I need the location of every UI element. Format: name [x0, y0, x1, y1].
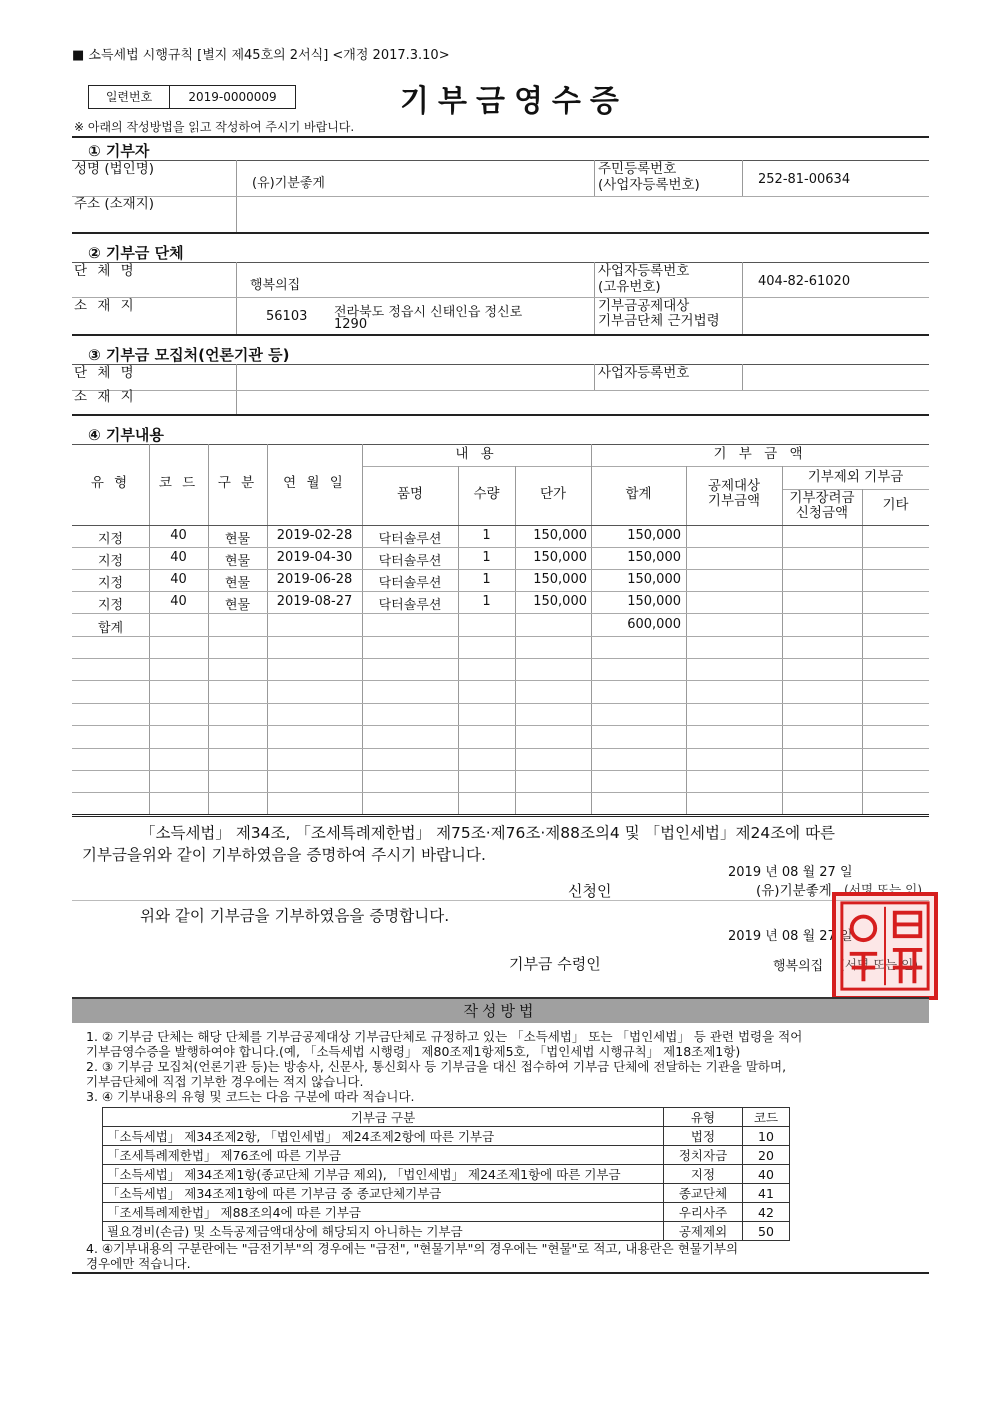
row-total-cell: 150,000 [627, 528, 681, 543]
col-deduct-header-2: 기부금액 [707, 493, 761, 509]
divider [515, 466, 516, 814]
row-total-cell: 150,000 [627, 550, 681, 565]
code-table-code-cell: 42 [743, 1203, 790, 1222]
row-kind-cell: 현물 [224, 576, 251, 591]
code-table-type-cell: 공제제외 [664, 1222, 743, 1241]
org-name-value: 행복의집 [250, 278, 301, 293]
divider [72, 196, 929, 197]
org-address-label: 소 재 지 [74, 298, 137, 314]
row-date-cell: 2019-02-28 [276, 528, 353, 543]
collector-name-label: 단 체 명 [74, 365, 137, 381]
instruction-1b: 기부금영수증을 발행하여야 합니다.(예, 「소득세법 시행령」 제80조제1항제5호, 「법인세법 시행규칙」 제18조제1항) [86, 1044, 741, 1059]
divider [362, 466, 591, 467]
code-table-row [103, 1222, 790, 1241]
row-divider [72, 725, 929, 726]
code-table-type-cell: 지정 [664, 1165, 743, 1184]
donor-name-value: (유)기분좋게 [252, 176, 325, 191]
receiver-label: 기부금 수령인 [509, 955, 601, 973]
row-total-cell: 150,000 [627, 572, 681, 587]
col-code-header: 코 드 [158, 475, 199, 491]
form-reference: ■ 소득세법 시행규칙 [별지 제45호의 2서식] <개정 2017.3.10> [72, 48, 450, 63]
divider [72, 160, 929, 161]
org-reg-label-2: (고유번호) [598, 279, 661, 295]
row-date-cell: 2019-08-27 [276, 594, 353, 609]
code-table-kind-cell: 필요경비(손금) 및 소득공제금액대상에 해당되지 아니하는 기부금 [103, 1222, 664, 1241]
divider [236, 364, 237, 414]
org-name-label: 단 체 명 [74, 263, 137, 279]
donor-id-label-2: (사업자등록번호) [598, 177, 700, 193]
col-scholar-header-2: 신청금액 [795, 505, 849, 521]
org-reg-value: 404-82-61020 [758, 274, 851, 289]
code-table-type-cell: 정치자금 [664, 1146, 743, 1165]
row-code-cell: 40 [170, 572, 187, 587]
code-table-code-header: 코드 [743, 1108, 790, 1127]
row-divider [72, 525, 929, 526]
row-divider [72, 770, 929, 771]
applicant-label: 신청인 [568, 882, 612, 900]
instruction-4b: 경우에만 적습니다. [86, 1256, 191, 1271]
divider [72, 1272, 929, 1274]
row-unit-cell: 150,000 [533, 550, 587, 565]
row-divider [72, 636, 929, 637]
row-divider [72, 748, 929, 749]
divider [742, 160, 743, 196]
divider [72, 232, 929, 234]
code-table-row [103, 1146, 790, 1165]
divider [72, 136, 929, 138]
row-unit-cell: 150,000 [533, 528, 587, 543]
row-divider [72, 547, 929, 548]
divider [149, 444, 150, 814]
code-table-type-cell: 법정 [664, 1127, 743, 1146]
code-table-code-cell: 40 [743, 1165, 790, 1184]
divider [686, 466, 687, 814]
col-amount-header: 기 부 금 액 [713, 446, 807, 462]
col-content-header: 내 용 [455, 446, 498, 462]
row-qty-cell: 1 [482, 550, 491, 565]
row-date-cell: 2019-04-30 [276, 550, 353, 565]
code-table-row [103, 1165, 790, 1184]
collector-section-title: ③ 기부금 모집처(언론기관 등) [88, 346, 290, 364]
donor-id-label-1: 주민등록번호 [598, 161, 677, 177]
divider [591, 466, 929, 467]
collector-reg-label: 사업자등록번호 [598, 365, 690, 381]
row-unit-cell: 150,000 [533, 594, 587, 609]
seal-icon [836, 896, 934, 996]
code-table-row [103, 1127, 790, 1146]
row-unit-cell: 150,000 [533, 572, 587, 587]
sum-label: 합계 [97, 621, 124, 636]
code-table-code-cell: 10 [743, 1127, 790, 1146]
row-divider [72, 703, 929, 704]
sum-value: 600,000 [627, 617, 681, 632]
org-reg-label-1: 사업자등록번호 [598, 263, 690, 279]
divider [458, 466, 459, 814]
divider [208, 444, 209, 814]
divider [594, 262, 595, 334]
row-kind-cell: 현물 [224, 598, 251, 613]
code-table-kind-cell: 「조세특례제한법」 제88조의4에 따른 기부금 [103, 1203, 664, 1222]
serial-label: 일련번호 [89, 86, 170, 108]
row-qty-cell: 1 [482, 572, 491, 587]
serial-box [88, 85, 296, 109]
row-qty-cell: 1 [482, 594, 491, 609]
divider [72, 900, 929, 901]
divider [72, 262, 929, 263]
col-deduct-header-1: 공제대상 [707, 478, 761, 494]
code-table-kind-cell: 「소득세법」 제34조제1항에 따른 기부금 중 종교단체기부금 [103, 1184, 664, 1203]
row-item-cell: 닥터솔루션 [378, 598, 442, 613]
row-code-cell: 40 [170, 528, 187, 543]
row-code-cell: 40 [170, 550, 187, 565]
code-table-kind-cell: 「소득세법」 제34조제2항, 「법인세법」 제24조제2항에 따른 기부금 [103, 1127, 664, 1146]
donor-address-label: 주소 (소재지) [74, 196, 155, 212]
request-date: 2019 년 08 월 27 일 [728, 865, 853, 880]
row-type-cell: 지정 [97, 532, 124, 547]
divider [594, 364, 595, 390]
org-law-label-2: 기부금단체 근거법령 [598, 313, 720, 329]
code-table-type-header: 유형 [664, 1108, 743, 1127]
row-item-cell: 닥터솔루션 [378, 554, 442, 569]
applicant-sign-note: (서명 또는 인) [844, 882, 923, 897]
row-divider [72, 591, 929, 592]
code-table [102, 1107, 790, 1241]
row-type-cell: 지정 [97, 598, 124, 613]
code-table-kind-cell: 「소득세법」 제34조제1항(종교단체 기부금 제외), 「법인세법」 제24조제1항에 따른 기부금 [103, 1165, 664, 1184]
instruction-4a: 4. ④기부내용의 구분란에는 "금전기부"의 경우에는 "금전", "현물기부"의 경우에는 "현물"로 적고, 내용란은 현물기부의 [86, 1241, 739, 1256]
divider [742, 364, 743, 390]
applicant-name: (유)기분좋게 [756, 883, 832, 899]
howto-title-bar [72, 997, 929, 1023]
col-qty-header: 수량 [473, 486, 500, 502]
instruction-note: ※ 아래의 작성방법을 읽고 작성하여 주시기 바랍니다. [74, 120, 355, 134]
code-table-kind-cell: 「조세특례제한법」 제76조에 따른 기부금 [103, 1146, 664, 1165]
row-type-cell: 지정 [97, 576, 124, 591]
divider [72, 390, 929, 391]
row-kind-cell: 현물 [224, 532, 251, 547]
org-law-label-1: 기부금공제대상 [598, 298, 690, 314]
request-text-2: 기부금을위와 같이 기부하였음을 증명하여 주시기 바랍니다. [82, 846, 486, 864]
code-table-row [103, 1184, 790, 1203]
row-divider [72, 680, 929, 681]
receiver-name: 행복의집 [773, 959, 824, 974]
row-kind-cell: 현물 [224, 554, 251, 569]
divider [862, 489, 863, 814]
row-total-cell: 150,000 [627, 594, 681, 609]
divider [72, 444, 929, 445]
seal-stamp [832, 892, 938, 1000]
row-divider [72, 613, 929, 614]
divider [594, 160, 595, 196]
divider [72, 814, 929, 817]
donor-id-value: 252-81-00634 [758, 172, 851, 187]
row-item-cell: 닥터솔루션 [378, 576, 442, 591]
row-type-cell: 지정 [97, 554, 124, 569]
col-kind-header: 구 분 [217, 475, 258, 491]
content-section-title: ④ 기부내용 [88, 426, 164, 444]
col-type-header: 유 형 [90, 475, 131, 491]
instruction-1a: 1. ② 기부금 단체는 해당 단체를 기부금공제대상 기부금단체로 규정하고 있는 「소득세법」 또는 「법인세법」 등 관련 법령을 적어 [86, 1029, 803, 1044]
receiver-sign-note: (서명 또는 인) [840, 957, 919, 972]
org-section-title: ② 기부금 단체 [88, 244, 184, 262]
col-excluded-header: 기부제외 기부금 [807, 469, 904, 485]
donor-name-label: 성명 (법인명) [74, 161, 155, 177]
request-text-1: 「소득세법」 제34조, 「조세특례제한법」 제75조·제76조·제88조의4 및 「법인세법」제24조에 따른 [140, 824, 836, 842]
col-total-header: 합계 [625, 486, 652, 502]
row-divider [72, 792, 929, 793]
row-divider [72, 658, 929, 659]
divider [267, 444, 268, 814]
org-address-line-2: 1290 [334, 317, 368, 332]
howto-title: 작성방법 [463, 1002, 538, 1020]
row-date-cell: 2019-06-28 [276, 572, 353, 587]
code-table-code-cell: 50 [743, 1222, 790, 1241]
col-item-header: 품명 [396, 486, 424, 502]
page-title: 기부금영수증 [400, 84, 628, 119]
col-date-header: 연 월 일 [283, 475, 346, 491]
row-divider [72, 569, 929, 570]
col-unit-header: 단가 [539, 486, 567, 502]
divider [72, 334, 929, 336]
divider [236, 262, 237, 334]
org-postal-code: 56103 [266, 309, 308, 324]
row-qty-cell: 1 [482, 528, 491, 543]
confirm-date: 2019 년 08 월 27 일 [728, 929, 853, 944]
donor-section-title: ① 기부자 [88, 142, 150, 160]
confirm-text: 위와 같이 기부금을 기부하였음을 증명합니다. [140, 907, 450, 925]
col-etc-header: 기타 [882, 497, 909, 513]
code-table-type-cell: 우리사주 [664, 1203, 743, 1222]
code-table-code-cell: 20 [743, 1146, 790, 1165]
serial-value: 2019-0000009 [188, 90, 277, 104]
code-table-code-cell: 41 [743, 1184, 790, 1203]
collector-address-label: 소 재 지 [74, 389, 137, 405]
instruction-3: 3. ④ 기부내용의 유형 및 코드는 다음 구분에 따라 적습니다. [86, 1089, 415, 1104]
code-table-row [103, 1203, 790, 1222]
org-address-line-1: 전라북도 정읍시 신태인읍 정신로 [334, 305, 523, 320]
divider [72, 414, 929, 416]
divider [72, 364, 929, 365]
row-code-cell: 40 [170, 594, 187, 609]
divider [72, 297, 929, 298]
code-table-type-cell: 종교단체 [664, 1184, 743, 1203]
row-item-cell: 닥터솔루션 [378, 532, 442, 547]
col-scholar-header-1: 기부장려금 [789, 490, 855, 506]
divider [742, 262, 743, 334]
instruction-2b: 기부금단체에 직접 기부한 경우에는 적지 않습니다. [86, 1074, 364, 1089]
code-table-kind-header: 기부금 구분 [103, 1108, 664, 1127]
instruction-2a: 2. ③ 기부금 모집처(언론기관 등)는 방송사, 신문사, 통신회사 등 기부금을 대신 접수하여 기부금 단체에 전달하는 기관을 말하며, [86, 1059, 787, 1074]
